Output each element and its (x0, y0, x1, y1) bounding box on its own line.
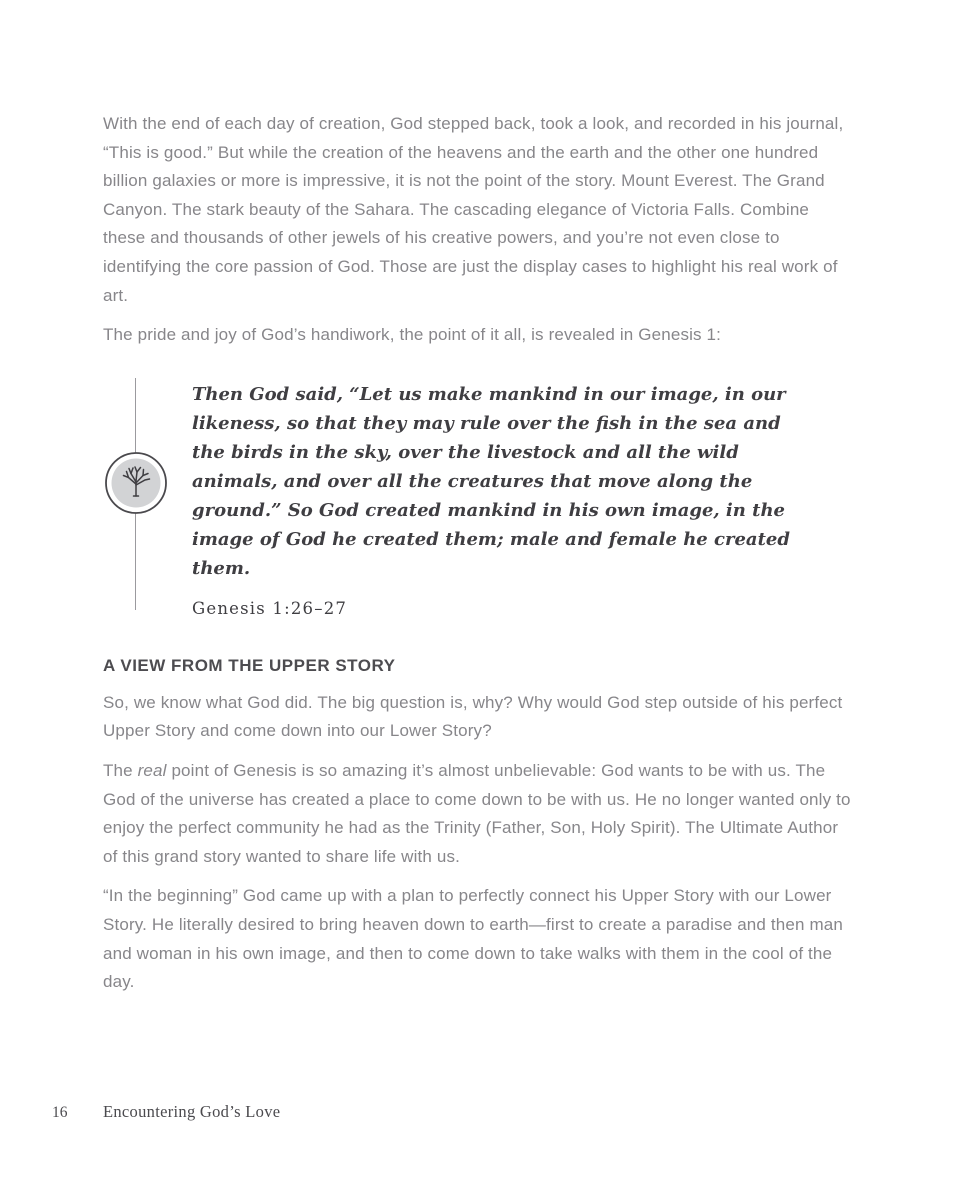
paragraph-real-point-post: point of Genesis is so amazing it’s almost unbelievable: God wants to be with us. The God of the universe has created a place to come down to be with us. He no longer wanted only to enjoy the perfect community he had as the Trinity (Father, Son, Holy Spirit). The Ultimate Author of this grand story wanted to share life with us. (103, 760, 851, 866)
paragraph-big-question: So, we know what God did. The big question is, why? Why would God step outside of his perfect Upper Story and come down into our Lower Story? (103, 692, 843, 741)
page-body (103, 110, 855, 1008)
scripture-reference: Genesis 1:26–27 (192, 598, 348, 618)
paragraph-creation-journal: With the end of each day of creation, God stepped back, took a look, and recorded in his journal, “This is good.” But while the creation of the heavens and the earth and the other one hundred billion galaxies or more is impressive, it is not the point of the story. Mount Everest. The Grand Canyon. The stark beauty of the Sahara. The cascading elegance of Victoria Falls. Combine these and thousands of other jewels of his creative powers, and you’re not even close to identifying the core passion of God. Those are just the display cases to highlight his real work of art. (103, 114, 844, 305)
paragraph-pride-and-joy: The pride and joy of God’s handiwork, the point of it all, is revealed in Genesis 1: (103, 325, 722, 345)
paragraph-real-point (103, 757, 855, 871)
scripture-quote-text: Then God said, “Let us make mankind in our image, in our likeness, so that they may rule over the fish in the sea and the birds in the sky, over the livestock and all the wild animals, and over all the creatures that move along the ground.” So God created mankind in his own image, in the image of God he created them; male and female he created them. (192, 383, 790, 579)
scripture-quote-block (103, 380, 855, 618)
paragraph-real-point-emphasis: real (137, 760, 167, 780)
quote-content (192, 380, 798, 618)
paragraph-real-point-pre: The (103, 760, 138, 780)
page-number: 16 (52, 1104, 68, 1121)
paragraph-in-the-beginning: “In the beginning” God came up with a plan to perfectly connect his Upper Story with our Lower Story. He literally desired to bring heaven down to earth—first to create a paradise and then man and woman in his own image, and then to come down to take walks with them in the cool of the day. (103, 886, 843, 992)
page-footer (52, 1102, 280, 1122)
bare-tree-icon (104, 451, 168, 515)
running-title: Encountering God’s Love (103, 1102, 281, 1121)
section-heading-upper-story: A VIEW FROM THE UPPER STORY (103, 655, 396, 675)
